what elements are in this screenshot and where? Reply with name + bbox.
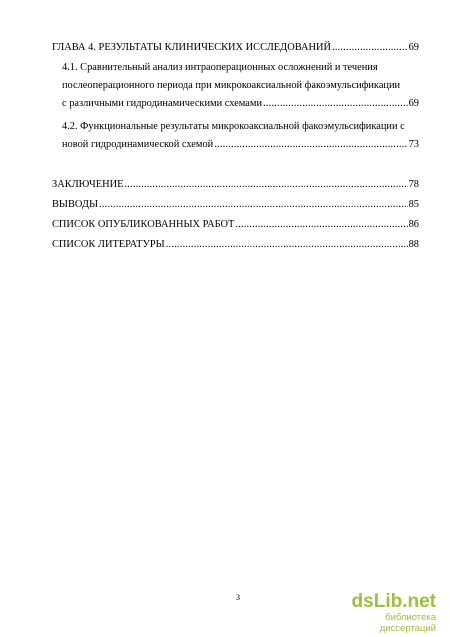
- toc-entry-page: 69: [408, 42, 419, 53]
- toc-entry-page: 69: [408, 98, 419, 109]
- toc-entry-title: ВЫВОДЫ: [52, 199, 99, 210]
- dslib-watermark[interactable]: [336, 592, 436, 634]
- dot-leader: [99, 198, 408, 212]
- dot-leader: [214, 138, 407, 152]
- toc-entry-4-1-line-1[interactable]: 4.1. Сравнительный анализ интраоперационных осложнений и течения: [62, 62, 378, 73]
- toc-entry-title: ГЛАВА 4. РЕЗУЛЬТАТЫ КЛИНИЧЕСКИХ ИССЛЕДОВАНИЙ: [52, 42, 332, 53]
- toc-entry-4-2-line-2[interactable]: [52, 138, 419, 152]
- toc-entry-4-1-line-3[interactable]: [52, 97, 419, 111]
- toc-entry-title: с различными гидродинамическими схемами: [62, 98, 263, 109]
- toc-entry-4-1-line-2[interactable]: послеоперационного периода при микрокоаксиальной факоэмульсификации: [62, 80, 401, 91]
- toc-entry-findings[interactable]: [52, 198, 419, 212]
- toc-entry-publications[interactable]: [52, 218, 419, 232]
- table-of-contents: [52, 41, 419, 252]
- dot-leader: [263, 97, 408, 111]
- toc-entry-chapter-4[interactable]: [52, 41, 419, 55]
- toc-entry-title: СПИСОК ОПУБЛИКОВАННЫХ РАБОТ: [52, 219, 235, 230]
- dslib-tagline: библиотека диссертаций: [379, 612, 436, 634]
- dot-leader: [235, 218, 407, 232]
- toc-entry-page: 88: [408, 239, 419, 250]
- dot-leader: [124, 178, 407, 192]
- toc-entry-4-2-line-1[interactable]: 4.2. Функциональные результаты микрокоаксиальной факоэмульсификации с: [62, 121, 405, 132]
- toc-entry-references[interactable]: [52, 238, 419, 252]
- toc-entry-title: новой гидродинамической схемой: [62, 139, 214, 150]
- toc-entry-conclusion[interactable]: [52, 178, 419, 192]
- toc-entry-page: 85: [408, 199, 419, 210]
- toc-entry-page: 73: [408, 139, 419, 150]
- page-number: 3: [236, 593, 240, 602]
- toc-entry-page: 78: [408, 179, 419, 190]
- dot-leader: [166, 238, 408, 252]
- dot-leader: [332, 41, 408, 55]
- toc-entry-title: СПИСОК ЛИТЕРАТУРЫ: [52, 239, 165, 250]
- toc-entry-page: 86: [408, 219, 419, 230]
- toc-entry-title: ЗАКЛЮЧЕНИЕ: [52, 179, 124, 190]
- dslib-logo: dsLib.net: [351, 591, 436, 612]
